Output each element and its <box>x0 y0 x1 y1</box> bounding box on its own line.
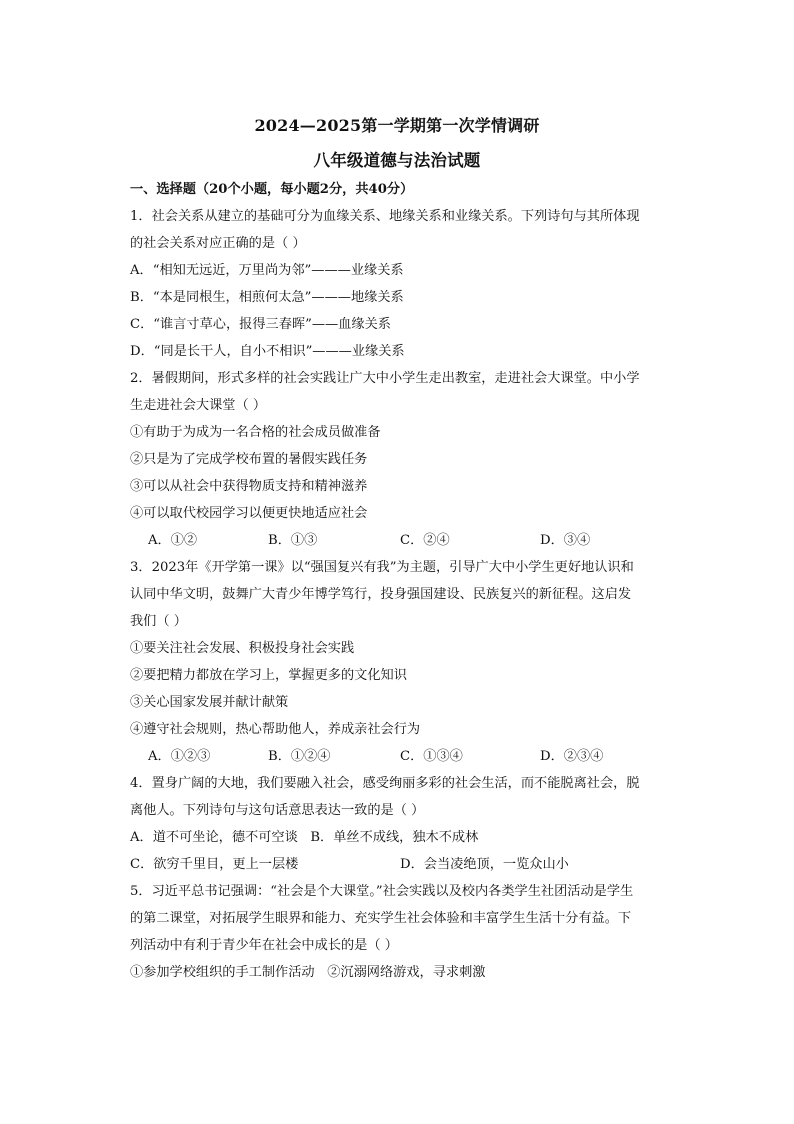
question-2-option-c: C．②④ <box>400 533 450 548</box>
question-3-stem-line-3: 我们（ ） <box>130 614 187 629</box>
question-4-option-c: C．欲穷千里目，更上一层楼 <box>130 857 299 872</box>
question-1-option-b: B．“本是同根生，相煎何太急”———地缘关系 <box>130 290 404 305</box>
question-3-option-c: C．①③④ <box>400 749 463 764</box>
question-3-option-a: A．①②③ <box>148 749 211 764</box>
question-3-item-2: ②要把精力都放在学习上，掌握更多的文化知识 <box>130 668 407 683</box>
question-5-stem-line-1: 5．习近平总书记强调：“社会是个大课堂。”社会实践以及校内各类学生社团活动是学生 <box>130 884 634 899</box>
question-3-stem-line-1: 3．2023年《开学第一课》以“强国复兴有我”为主题，引导广大中小学生更好地认识和 <box>130 560 634 575</box>
question-3-item-3: ③关心国家发展并献计献策 <box>130 695 289 710</box>
question-3-item-4: ④遵守社会规则，热心帮助他人，养成亲社会行为 <box>130 722 421 737</box>
question-1-option-c: C．“谁言寸草心，报得三春晖”——血缘关系 <box>130 317 391 332</box>
question-2-stem-line-2: 生走进社会大课堂（ ） <box>130 398 267 413</box>
question-2-stem-line-1: 2．暑假期间，形式多样的社会实践让广大中小学生走出教室，走进社会大课堂。中小学 <box>130 371 640 386</box>
question-2-option-a: A．①② <box>148 533 198 548</box>
question-5-stem-line-2: 的第二课堂，对拓展学生眼界和能力、充实学生社会体验和丰富学生生活十分有益。下 <box>130 911 632 926</box>
question-1-option-a: A．“相知无远近，万里尚为邻”———业缘关系 <box>130 263 404 278</box>
question-2-item-1: ①有助于为成为一名合格的社会成员做准备 <box>130 425 381 440</box>
question-3-option-b: B．①②④ <box>268 749 331 764</box>
question-3-item-1: ①要关注社会发展、积极投身社会实践 <box>130 641 355 656</box>
exam-subtitle: 八年级道德与法治试题 <box>313 151 481 170</box>
question-2-item-4: ④可以取代校园学习以便更快地适应社会 <box>130 506 368 521</box>
exam-title: 2024—2025第一学期第一次学情调研 <box>254 116 540 135</box>
question-3-option-d: D．②③④ <box>540 749 604 764</box>
question-5-stem-line-3: 列活动中有利于青少年在社会中成长的是（ ） <box>130 938 398 953</box>
question-1-stem-line-2: 的社会关系对应正确的是（ ） <box>130 236 306 251</box>
question-5-item-2: ②沉溺网络游戏，寻求刺激 <box>327 965 486 980</box>
question-2-option-d: D．③④ <box>540 533 591 548</box>
section-heading: 一、选择题（20个小题，每小题2分，共40分） <box>130 182 414 197</box>
question-4-stem-line-1: 4．置身广阔的大地，我们要融入社会，感受绚丽多彩的社会生活，而不能脱离社会，脱 <box>130 776 640 791</box>
question-5-item-1: ①参加学校组织的手工制作活动 <box>130 965 315 980</box>
question-5-items-row <box>130 964 485 982</box>
question-2-option-b: B．①③ <box>268 533 318 548</box>
question-2-item-2: ②只是为了完成学校布置的暑假实践任务 <box>130 452 368 467</box>
question-3-stem-line-2: 认同中华文明，鼓舞广大青少年博学笃行，投身强国建设、民族复兴的新征程。这启发 <box>130 587 632 602</box>
question-1-stem-line-1: 1．社会关系从建立的基础可分为血缘关系、地缘关系和业缘关系。下列诗句与其所体现 <box>130 209 640 224</box>
question-2-item-3: ③可以从社会中获得物质支持和精神滋养 <box>130 479 368 494</box>
question-4-option-d: D．会当凌绝顶，一览众山小 <box>400 857 569 872</box>
question-4-option-b: B．单丝不成线，独木不成林 <box>310 830 479 845</box>
question-1-option-d: D．“同是长干人，自小不相识”———业缘关系 <box>130 344 405 359</box>
question-4-stem-line-2: 离他人。下列诗句与这句话意思表达一致的是（ ） <box>130 803 425 818</box>
question-4-option-a: A．道不可坐论，德不可空谈 <box>130 830 298 845</box>
question-4-options-row-1 <box>130 829 478 847</box>
